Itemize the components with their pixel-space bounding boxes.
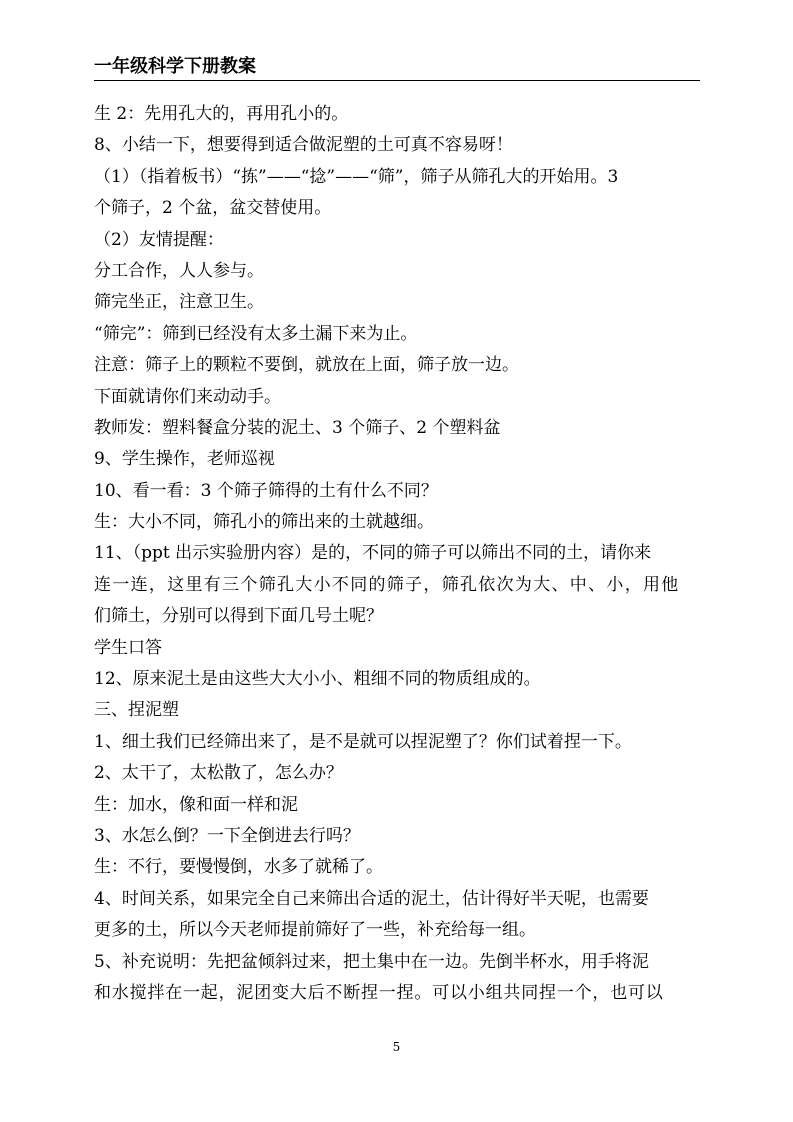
text-line: 生：不行，要慢慢倒，水多了就稀了。 bbox=[94, 857, 383, 878]
text-line: 筛完坐正，注意卫生。 bbox=[94, 292, 264, 313]
header-divider bbox=[94, 80, 700, 81]
text-line: 9、学生操作，老师巡视 bbox=[94, 449, 275, 470]
document-header-title: 一年级科学下册教案 bbox=[94, 56, 256, 77]
section-heading: 三、捏泥塑 bbox=[94, 700, 179, 721]
text-line: 下面就请你们来动动手。 bbox=[94, 386, 281, 407]
text-line: 生：加水，像和面一样和泥 bbox=[94, 794, 298, 815]
text-line: 个筛子，2 个盆，盆交替使用。 bbox=[94, 198, 332, 219]
text-line: 更多的土，所以今天老师提前筛好了一些，补充给每一组。 bbox=[94, 920, 536, 941]
text-line: 1、细土我们已经筛出来了，是不是就可以捏泥塑了？你们试着捏一下。 bbox=[94, 731, 632, 752]
text-line: 分工合作，人人参与。 bbox=[94, 260, 264, 281]
lesson-plan-body bbox=[94, 99, 704, 1009]
text-line: 们筛土，分别可以得到下面几号土呢？ bbox=[94, 606, 383, 627]
text-line: 生 2：先用孔大的，再用孔小的。 bbox=[94, 104, 349, 124]
text-line: 11、（ppt 出示实验册内容）是的，不同的筛子可以筛出不同的土，请你来 bbox=[94, 543, 652, 564]
text-line: 连一连，这里有三个筛孔大小不同的筛子，筛孔依次为大、中、小，用他 bbox=[94, 574, 680, 595]
text-line: （2）友情提醒： bbox=[94, 229, 224, 250]
text-line: 教师发：塑料餐盒分装的泥土、3 个筛子、2 个塑料盆 bbox=[94, 417, 501, 438]
text-line: 2、太干了，太松散了，怎么办？ bbox=[94, 763, 343, 784]
text-line: 4、时间关系，如果完全自己来筛出合适的泥土，估计得好半天呢，也需要 bbox=[94, 888, 649, 909]
text-line: （1）（指着板书）“拣”——“捻”——“筛”，筛子从筛孔大的开始用。3 bbox=[94, 166, 619, 187]
text-line: 和水搅拌在一起，泥团变大后不断捏一捏。可以小组共同捏一个，也可以 bbox=[94, 982, 664, 1003]
text-line: 12、原来泥土是由这些大大小小、粗细不同的物质组成的。 bbox=[94, 669, 541, 690]
text-line: 注意：筛子上的颗粒不要倒，就放在上面，筛子放一边。 bbox=[94, 355, 519, 376]
text-line: 3、水怎么倒？一下全倒进去行吗？ bbox=[94, 825, 360, 846]
text-line: 10、看一看：3 个筛子筛得的土有什么不同？ bbox=[94, 480, 438, 501]
text-line: 8、小结一下，想要得到适合做泥塑的土可真不容易呀！ bbox=[94, 135, 513, 156]
text-line: 学生口答 bbox=[94, 637, 162, 658]
page-number: 5 bbox=[392, 1040, 401, 1054]
text-line: 5、补充说明：先把盆倾斜过来，把土集中在一边。先倒半杯水，用手将泥 bbox=[94, 951, 649, 972]
text-line: 生：大小不同，筛孔小的筛出来的土就越细。 bbox=[94, 512, 434, 533]
text-line: “筛完”：筛到已经没有太多土漏下来为止。 bbox=[94, 323, 418, 344]
